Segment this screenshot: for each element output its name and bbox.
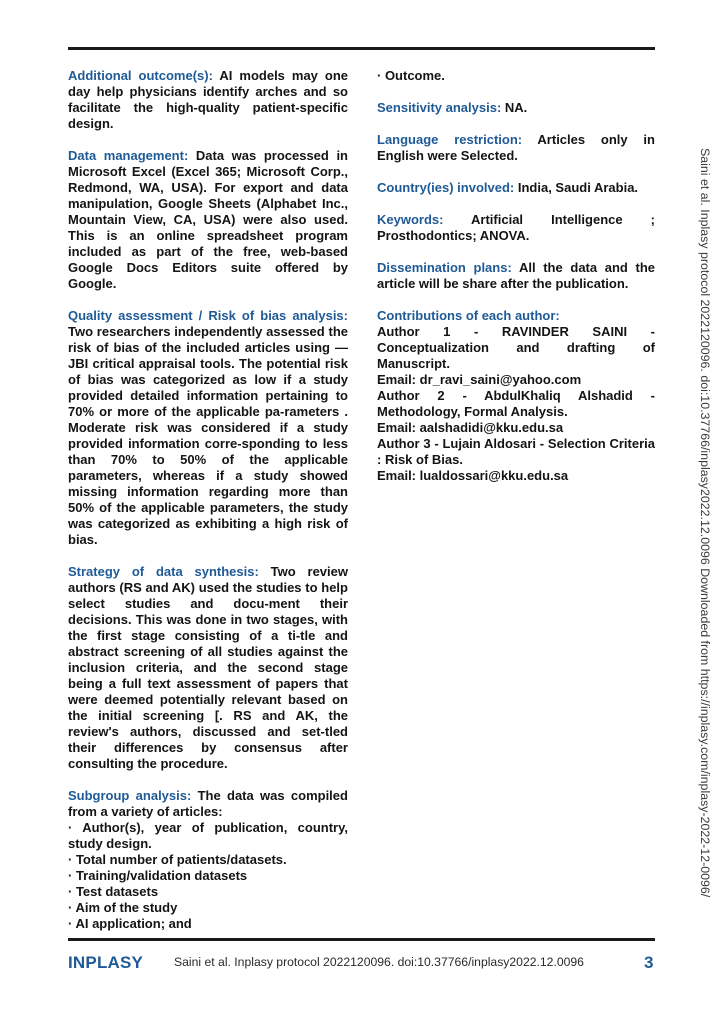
section-data-synthesis xyxy=(68,564,348,772)
author-2-contribution: Author 2 - AbdulKhaliq Alshadid - Methodology, Formal Analysis. xyxy=(377,388,655,419)
header-rule xyxy=(68,47,655,50)
section-heading: Contributions of each author: xyxy=(377,308,560,323)
section-countries xyxy=(377,180,655,196)
section-heading: Keywords: xyxy=(377,212,444,227)
section-heading: Language restriction: xyxy=(377,132,523,147)
footer-rule xyxy=(68,938,655,941)
footer-brand-logo: INPLASY xyxy=(68,953,144,972)
section-text: Two review authors (RS and AK) used the studies to help select studies and docu-ment their decisions. This was done in two stages, with the first stage consisting of a ti-tle and abstract screening of all studies against the inclusion criteria, and the second stage being a full text assessment of papers that were deemed potentially relevant based on the initial screening [. RS and AK, the review's authors, discussed and set-tled their differences by consensus after consulting the procedure. xyxy=(68,564,348,771)
section-heading: Dissemination plans: xyxy=(377,260,512,275)
author-2-email: Email: aalshadidi@kku.edu.sa xyxy=(377,420,564,435)
section-additional-outcomes xyxy=(68,68,348,132)
list-item: · Training/validation datasets xyxy=(68,868,248,883)
side-download-note: Saini et al. Inplasy protocol 2022120096. doi:10.37766/inplasy2022.12.0096 Downloaded from https://inplasy.com/inplasy-2022-12-0096/ xyxy=(698,148,712,898)
section-data-management xyxy=(68,148,348,292)
section-language-restriction xyxy=(377,132,655,164)
author-1-email: Email: dr_ravi_saini@yahoo.com xyxy=(377,372,582,387)
section-subgroup-analysis xyxy=(68,788,348,932)
author-3-email: Email: lualdossari@kku.edu.sa xyxy=(377,468,569,483)
section-sensitivity-analysis xyxy=(377,100,655,116)
section-heading: Sensitivity analysis: xyxy=(377,100,502,115)
right-column xyxy=(377,68,655,500)
section-heading: Country(ies) involved: xyxy=(377,180,515,195)
list-item: · Test datasets xyxy=(68,884,159,899)
section-heading: Additional outcome(s): xyxy=(68,68,213,83)
list-item: · Total number of patients/datasets. xyxy=(68,852,287,867)
section-text: NA. xyxy=(504,100,528,115)
section-text: All the data and the article will be share after the publication. xyxy=(377,260,656,291)
list-item: · Outcome. xyxy=(377,68,445,83)
section-text: AI models may one day help physicians identify arches and so facilitate the high-quality patient-specific design. xyxy=(68,68,348,131)
author-1-contribution: Author 1 - RAVINDER SAINI - Conceptualization and drafting of Manuscript. xyxy=(377,324,655,371)
section-text: The data was compiled from a variety of articles: xyxy=(68,788,348,819)
section-text: Two researchers independently assessed the risk of bias of the included articles using —JBI critical appraisal tools. The potential risk of bias was categorized as low if a study provided detailed information pertaining to 70% or more of the applicable pa-rameters . Moderate risk was considered if a study provided information corre-sponding to less than 70% to 50% of the applicable parameters, whereas if a study showed missing information regarding more than 50% of the applicable parameters, the study was categorized as exhibiting a high risk of bias. xyxy=(68,324,348,547)
section-dissemination xyxy=(377,260,655,292)
section-text: Data was processed in Microsoft Excel (Excel 365; Microsoft Corp., Redmond, WA, USA). For export and data manipulation, Google Sheets (Alphabet Inc., Mountain View, CA, USA) were also used. This is an online spreadsheet program included as part of the free, web-based Google Docs Editors suite offered by Google. xyxy=(68,148,348,291)
footer-citation: Saini et al. Inplasy protocol 2022120096. doi:10.37766/inplasy2022.12.0096 xyxy=(174,955,584,969)
list-item: · AI application; and xyxy=(68,916,192,931)
section-quality-assessment xyxy=(68,308,348,548)
section-text: Articles only in English were Selected. xyxy=(377,132,655,163)
list-item: · Author(s), year of publication, country, study design. xyxy=(68,820,348,851)
section-heading: Strategy of data synthesis: xyxy=(68,564,259,579)
section-heading: Data management: xyxy=(68,148,189,163)
section-heading: Subgroup analysis: xyxy=(68,788,192,803)
section-heading: Quality assessment / Risk of bias analysis: xyxy=(68,308,348,323)
author-3-contribution: Author 3 - Lujain Aldosari - Selection Criteria : Risk of Bias. xyxy=(377,436,655,467)
section-contributions xyxy=(377,308,655,484)
left-column xyxy=(68,68,348,948)
list-item: · Aim of the study xyxy=(68,900,178,915)
section-keywords xyxy=(377,212,655,244)
section-text: India, Saudi Arabia. xyxy=(517,180,639,195)
section-text: Artificial Intelligence ; Prosthodontics; ANOVA. xyxy=(377,212,655,243)
page-number: 3 xyxy=(644,953,654,972)
section-outcome-continued xyxy=(377,68,655,84)
